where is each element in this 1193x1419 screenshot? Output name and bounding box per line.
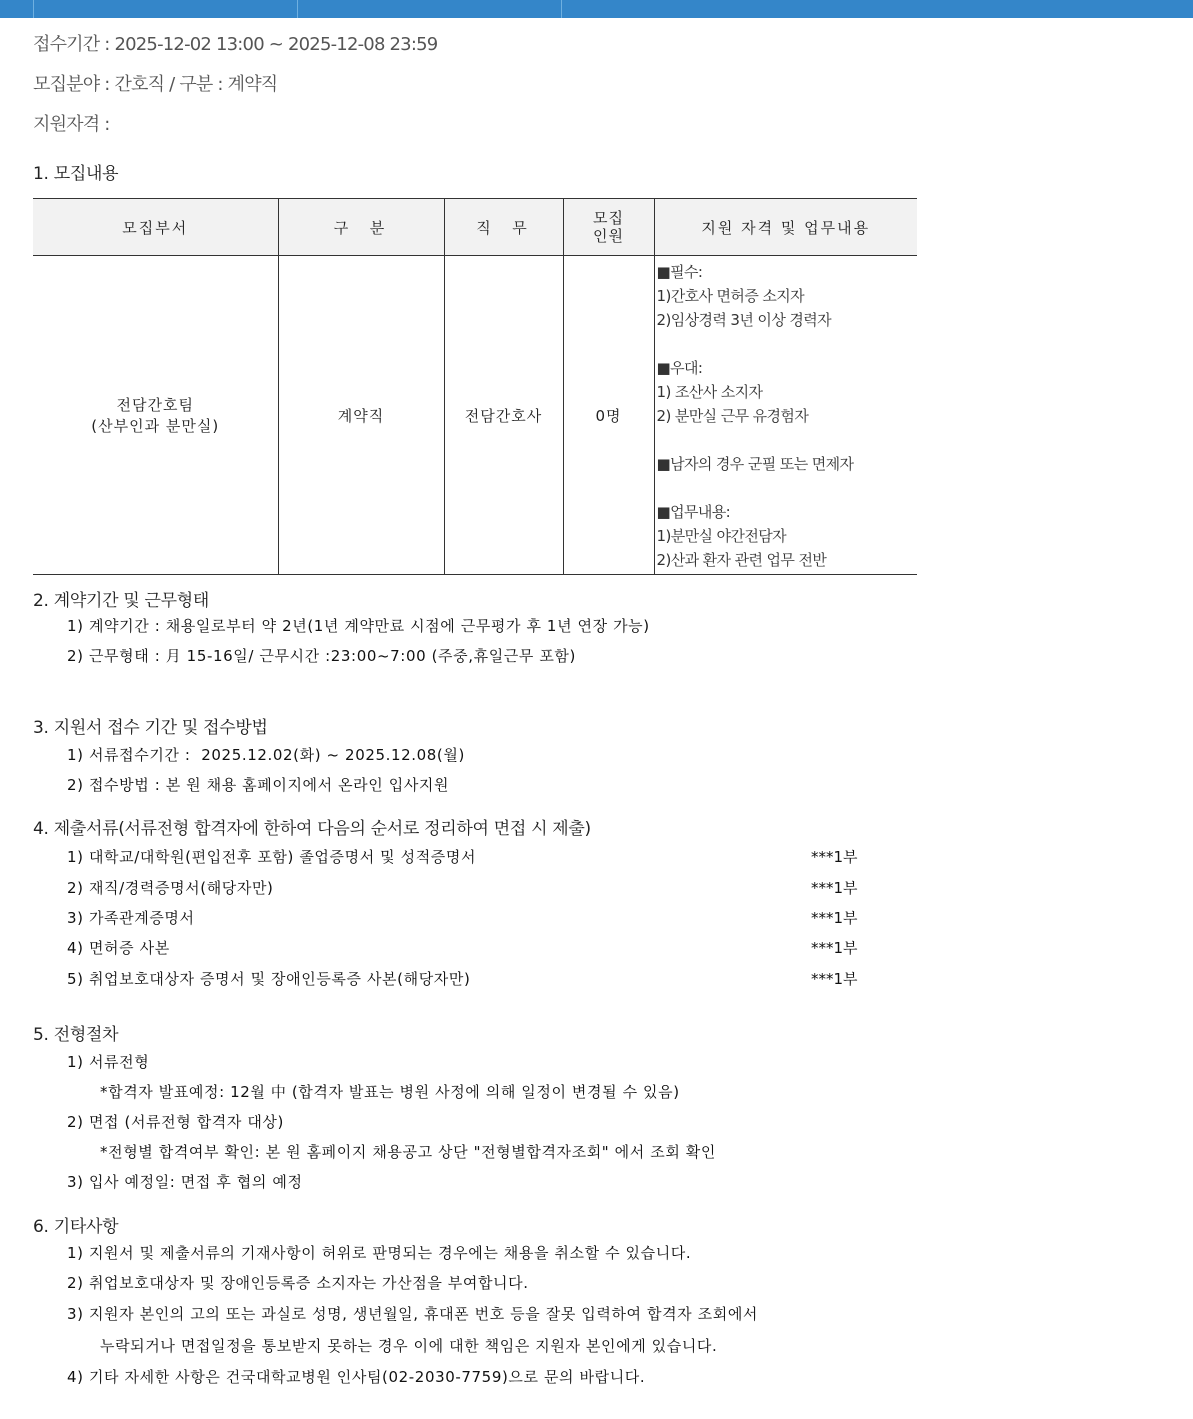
section-heading: 3. 지원서 접수 기간 및 접수방법 xyxy=(33,718,268,738)
dept-cell xyxy=(33,256,278,575)
detail-line xyxy=(657,332,918,356)
list-item: 5) 취업보호대상자 증명서 및 장애인등록증 사본(해당자만) xyxy=(67,970,471,988)
dept-name: 전담간호팀 xyxy=(116,396,194,414)
list-note: *전형별 합격여부 확인: 본 원 홈페이지 채용공고 상단 "전형별합격자조회" 에서 조회 확인 xyxy=(100,1143,716,1161)
list-item: 1) 서류전형 xyxy=(67,1053,150,1071)
top-bar-divider xyxy=(297,0,298,18)
detail-cell xyxy=(654,256,917,575)
document-quantity: ***1부 xyxy=(811,879,858,897)
job-cell: 전담간호사 xyxy=(444,256,563,575)
document-quantity: ***1부 xyxy=(811,939,858,957)
list-item: 4) 기타 자세한 사항은 건국대학교병원 인사팀(02-2030-7759)으로 문의 바랍니다. xyxy=(67,1368,646,1386)
type-cell: 계약직 xyxy=(278,256,444,575)
list-item: 1) 서류접수기간 : 2025.12.02(화) ~ 2025.12.08(월) xyxy=(67,746,465,764)
detail-line xyxy=(657,428,918,452)
top-bar-divider xyxy=(33,0,34,18)
list-item: 2) 근무형태 : 月 15-16일/ 근무시간 :23:00~7:00 (주중,휴일근무 포함) xyxy=(67,647,576,665)
table-header-row xyxy=(33,199,917,256)
detail-line: ■업무내용: xyxy=(656,503,731,521)
detail-line: 1) 조산사 소지자 xyxy=(656,383,763,401)
col-header: 직 무 xyxy=(444,199,563,256)
qualification-label: 지원자격 : xyxy=(33,114,110,135)
section-heading: 6. 기타사항 xyxy=(33,1217,119,1237)
list-item: 2) 면접 (서류전형 합격자 대상) xyxy=(67,1113,284,1131)
list-item-continued: 누락되거나 면접일정을 통보받지 못하는 경우 이에 대한 책임은 지원자 본인에게 있습니다. xyxy=(100,1337,718,1355)
detail-line: 1)분만실 야간전담자 xyxy=(656,527,786,545)
document-quantity: ***1부 xyxy=(811,909,858,927)
list-item: 3) 가족관계증명서 xyxy=(67,909,195,927)
detail-line: 2)산과 환자 관련 업무 전반 xyxy=(656,551,827,569)
document-quantity: ***1부 xyxy=(811,848,858,866)
recruit-field: 모집분야 : 간호직 / 구분 : 계약직 xyxy=(33,74,278,95)
list-item: 3) 지원자 본인의 고의 또는 과실로 성명, 생년월일, 휴대폰 번호 등을 잘못 입력하여 합격자 조회에서 xyxy=(67,1305,758,1323)
list-item: 2) 접수방법 : 본 원 채용 홈페이지에서 온라인 입사지원 xyxy=(67,776,450,794)
top-bar xyxy=(0,0,1193,18)
list-item: 2) 취업보호대상자 및 장애인등록증 소지자는 가산점을 부여합니다. xyxy=(67,1274,529,1292)
section-heading: 2. 계약기간 및 근무형태 xyxy=(33,591,210,611)
detail-line: 2)임상경력 3년 이상 경력자 xyxy=(656,311,832,329)
count-cell: 0명 xyxy=(563,256,654,575)
col-header: 구 분 xyxy=(278,199,444,256)
application-period: 접수기간 : 2025-12-02 13:00 ~ 2025-12-08 23:59 xyxy=(33,34,438,55)
list-note: *합격자 발표예정: 12월 中 (합격자 발표는 병원 사정에 의해 일정이 변경될 수 있음) xyxy=(100,1083,680,1101)
recruit-table xyxy=(33,198,917,575)
list-item: 1) 계약기간 : 채용일로부터 약 2년(1년 계약만료 시점에 근무평가 후 1년 연장 가능) xyxy=(67,617,650,635)
dept-subname: (산부인과 분만실) xyxy=(91,417,220,435)
col-header: 지원 자격 및 업무내용 xyxy=(654,199,917,256)
detail-line xyxy=(657,476,918,500)
list-item: 2) 재직/경력증명서(해당자만) xyxy=(67,879,274,897)
detail-line: 1)간호사 면허증 소지자 xyxy=(656,287,805,305)
document-quantity: ***1부 xyxy=(811,970,858,988)
list-item: 1) 지원서 및 제출서류의 기재사항이 허위로 판명되는 경우에는 채용을 취소할 수 있습니다. xyxy=(67,1244,692,1262)
col-header: 모집 인원 xyxy=(563,199,654,256)
col-header: 모집부서 xyxy=(33,199,278,256)
detail-line: ■남자의 경우 군필 또는 면제자 xyxy=(656,455,854,473)
detail-line: ■우대: xyxy=(656,359,703,377)
section-heading: 1. 모집내용 xyxy=(33,164,119,184)
section-heading: 4. 제출서류(서류전형 합격자에 한하여 다음의 순서로 정리하여 면접 시 제출) xyxy=(33,819,591,839)
list-item: 4) 면허증 사본 xyxy=(67,939,170,957)
table-row xyxy=(33,256,917,575)
list-item: 3) 입사 예정일: 면접 후 협의 예정 xyxy=(67,1173,303,1191)
list-item: 1) 대학교/대학원(편입전후 포함) 졸업증명서 및 성적증명서 xyxy=(67,848,477,866)
detail-line: ■필수: xyxy=(656,263,703,281)
section-heading: 5. 전형절차 xyxy=(33,1025,119,1045)
top-bar-divider xyxy=(561,0,562,18)
detail-line: 2) 분만실 근무 유경험자 xyxy=(656,407,809,425)
